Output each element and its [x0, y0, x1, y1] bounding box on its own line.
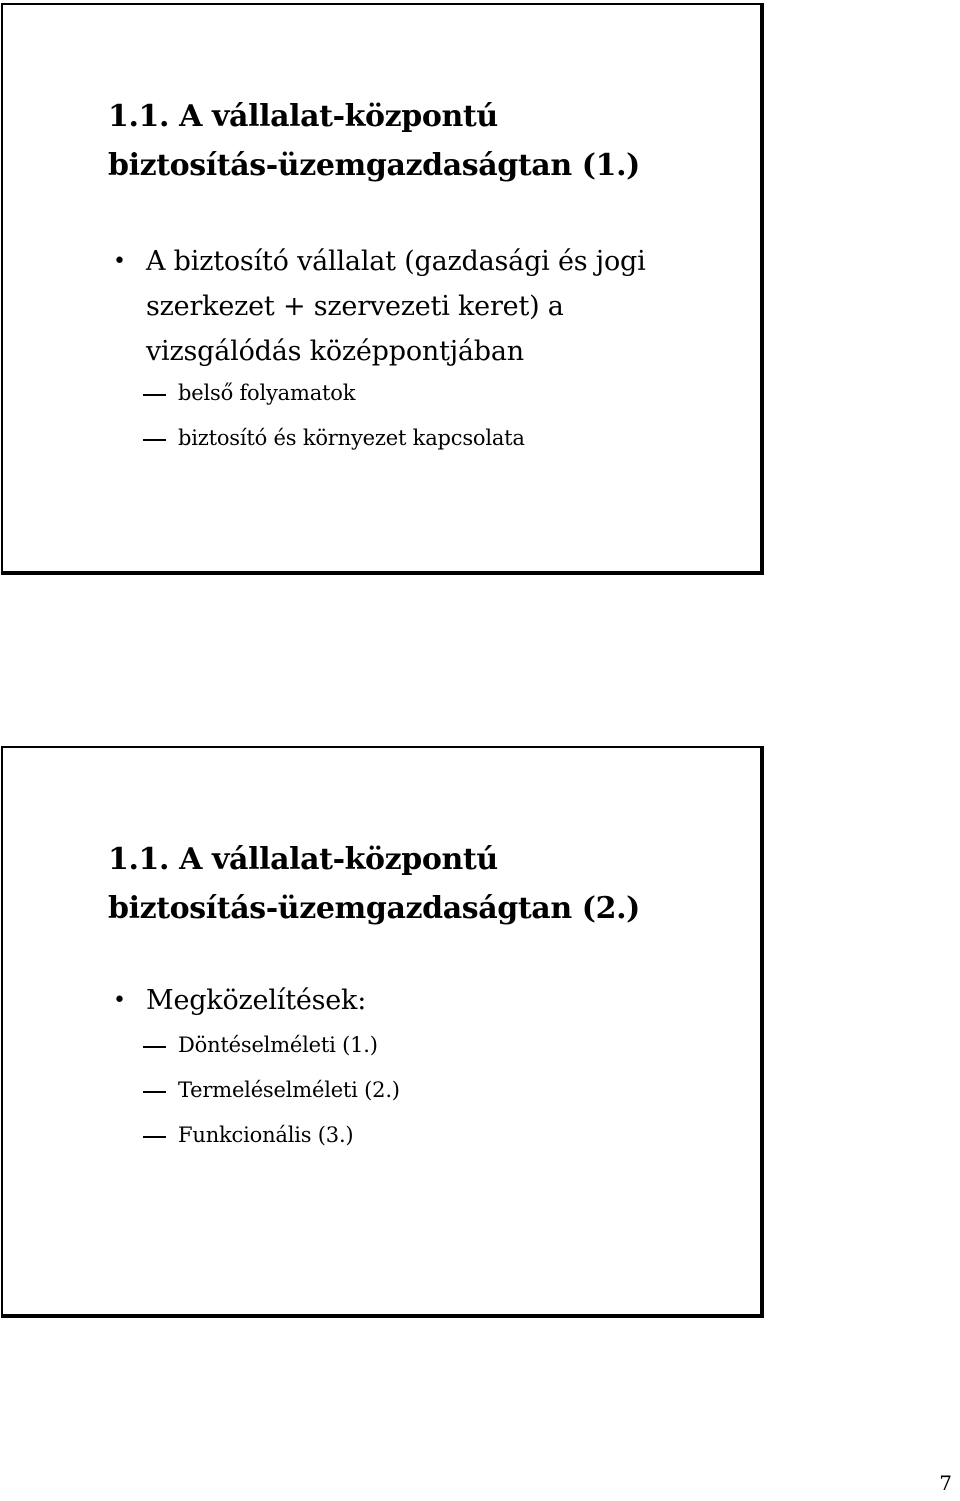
title-line-2: biztosítás-üzemgazdaságtan (1.) [108, 148, 640, 183]
sub-item [113, 416, 733, 461]
title-line-1: 1.1. A vállalat-központú [108, 842, 498, 877]
sub-list [146, 1023, 733, 1158]
dash-icon [143, 1091, 166, 1093]
sub-item-text: Funkcionális (3.) [178, 1123, 354, 1147]
bullet-item [113, 239, 733, 461]
dash-icon [143, 439, 166, 441]
bullet-text-line-1: Megközelítések: [146, 985, 367, 1016]
slide-1 [1, 3, 764, 575]
bullet-text-line-1: A biztosító vállalat (gazdasági és jogi [146, 246, 646, 277]
sub-list [146, 371, 733, 461]
dash-icon [143, 1136, 166, 1138]
sub-item-text: Döntéselméleti (1.) [178, 1033, 378, 1057]
slide-title [108, 92, 640, 190]
bullet-text-line-3: vizsgálódás középpontjában [146, 336, 524, 367]
slide-2 [1, 746, 764, 1318]
title-line-1: 1.1. A vállalat-központú [108, 99, 498, 134]
sub-item-text: Termeléselméleti (2.) [178, 1078, 400, 1102]
bullet-list [113, 239, 733, 461]
bullet-text-line-2: szerkezet + szervezeti keret) a [146, 291, 564, 322]
sub-item [113, 1023, 733, 1068]
title-line-2: biztosítás-üzemgazdaságtan (2.) [108, 891, 640, 926]
sub-item-text: belső folyamatok [178, 381, 356, 405]
sub-item [113, 1068, 733, 1113]
sub-item [113, 1113, 733, 1158]
dash-icon [143, 394, 166, 396]
bullet-dot-icon: • [113, 249, 126, 274]
bullet-dot-icon: • [113, 988, 126, 1013]
slide-title [108, 835, 640, 933]
bullet-list [113, 978, 733, 1158]
bullet-item [113, 978, 733, 1158]
sub-item [113, 371, 733, 416]
sub-item-text: biztosító és környezet kapcsolata [178, 426, 525, 450]
page-number: 7 [939, 1471, 952, 1495]
dash-icon [143, 1046, 166, 1048]
